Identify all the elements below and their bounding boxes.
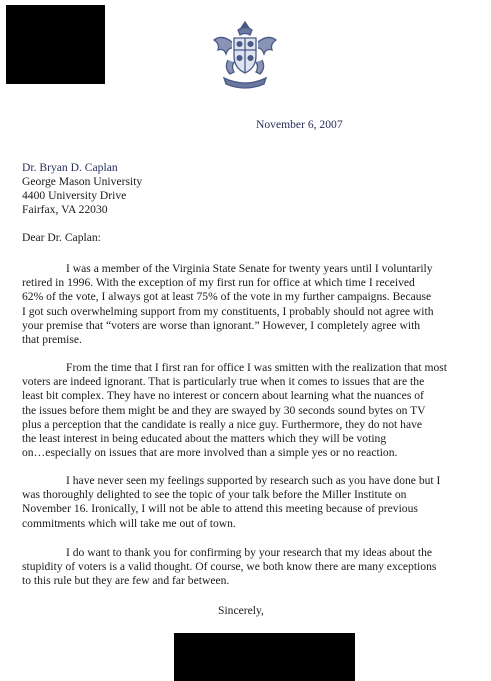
salutation: Dear Dr. Caplan:: [22, 231, 101, 244]
paragraph-1: [22, 262, 472, 347]
paragraph-line: retired in 1996. With the exception of my first run for office at which time I received: [22, 276, 415, 290]
recipient-city: Fairfax, VA 22030: [22, 203, 108, 217]
paragraph-line: November 16. Ironically, I will not be able to attend this meeting because of previous: [22, 502, 418, 516]
paragraph-line: stupidity of voters is a valid thought. Of course, we both know there are many exceptions: [22, 560, 437, 574]
recipient-institution: George Mason University: [22, 175, 143, 189]
paragraph-line: on…especially on issues that are more involved than a simple yes or no reaction.: [22, 446, 398, 460]
paragraph-2: [22, 361, 472, 460]
paragraph-line: I have never seen my feelings supported by research such as you have done but I: [66, 474, 441, 487]
recipient-name: Dr. Bryan D. Caplan: [22, 161, 118, 174]
paragraph-line: least bit complex. They have no interest or concern about learning what the nuances of: [22, 389, 424, 403]
closing: Sincerely,: [218, 604, 264, 617]
recipient-street: 4400 University Drive: [22, 189, 127, 203]
paragraph-line: From the time that I first ran for office I was smitten with the realization that most: [66, 361, 447, 374]
paragraph-line: plus a perception that the candidate is really a nice guy. Furthermore, they do not have: [22, 417, 423, 431]
coat-of-arms-icon: [210, 20, 280, 92]
paragraph-line: the least interest in being educated about the matters which they will be voting: [22, 432, 387, 446]
paragraph-line: 62% of the vote, I always got at least 75% of the vote in my further campaigns. Because: [22, 290, 432, 304]
letter-date: November 6, 2007: [256, 118, 343, 131]
paragraph-line: the issues before them might be and they are swayed by 30 seconds sound bytes on TV: [22, 403, 426, 417]
redaction-block-top: [6, 5, 105, 84]
paragraph-line: I got such overwhelming support from my constituents, I probably should not agree with: [22, 304, 434, 318]
paragraph-line: was thoroughly delighted to see the topic of your talk before the Miller Institute on: [22, 488, 407, 502]
redaction-block-signature: [174, 633, 355, 681]
paragraph-4: [22, 546, 472, 589]
paragraph-line: that premise.: [22, 333, 82, 347]
paragraph-line: I was a member of the Virginia State Senate for twenty years until I voluntarily: [66, 262, 433, 275]
paragraph-line: to this rule but they are few and far between.: [22, 574, 230, 588]
paragraph-3: [22, 474, 472, 531]
paragraph-line: your premise that “voters are worse than ignorant.” However, I completely agree with: [22, 318, 421, 332]
recipient-address: [22, 161, 142, 217]
paragraph-line: commitments which will take me out of town.: [22, 516, 236, 530]
paragraph-line: I do want to thank you for confirming by your research that my ideas about the: [66, 546, 433, 559]
paragraph-line: voters are indeed ignorant. That is particularly true when it comes to issues that are the: [22, 375, 425, 389]
